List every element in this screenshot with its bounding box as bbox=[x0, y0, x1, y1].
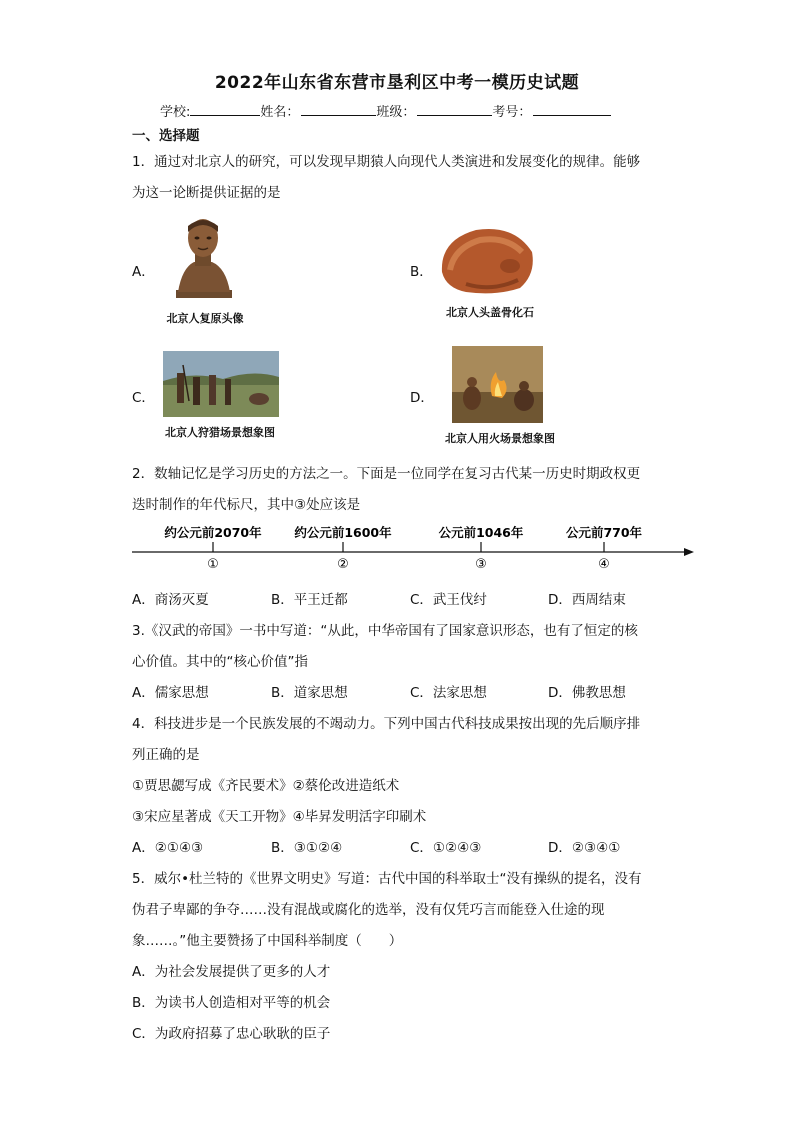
q1-option-b-letter: B． bbox=[410, 264, 433, 280]
page-title: 2022年山东省东营市垦利区中考一模历史试题 bbox=[214, 73, 580, 93]
q4-option-d: D．②③④① bbox=[548, 840, 621, 856]
q1-option-c-letter: C． bbox=[132, 390, 155, 406]
q1-option-d-letter: D． bbox=[410, 390, 434, 406]
exam-no-blank bbox=[533, 101, 611, 116]
q5-stem-line3: 象……。”他主要赞扬了中国科举制度（ ） bbox=[132, 933, 403, 949]
q3-option-c: C．法家思想 bbox=[410, 685, 487, 701]
school-label: 学校: bbox=[160, 105, 191, 120]
q1-option-c-caption: 北京人狩猎场景想象图 bbox=[165, 426, 275, 439]
q2-stem-line1: 2．数轴记忆是学习历史的方法之一。下面是一位同学在复习古代某一历史时期政权更 bbox=[132, 466, 641, 482]
q1-option-d-caption: 北京人用火场景想象图 bbox=[445, 432, 555, 445]
q2-option-b: B．平王迁都 bbox=[271, 592, 348, 608]
fire-scene-image bbox=[452, 346, 543, 423]
timeline-label: 约公元前2070年 bbox=[164, 525, 262, 540]
section-heading: 一、选择题 bbox=[132, 128, 200, 144]
q5-option-c: C．为政府招募了忠心耿耿的臣子 bbox=[132, 1026, 331, 1042]
timeline-marker: ① bbox=[207, 557, 219, 572]
q4-items-line1: ①贾思勰写成《齐民要术》②蔡伦改进造纸术 bbox=[132, 778, 400, 794]
q3-option-d: D．佛教思想 bbox=[548, 685, 626, 701]
q5-option-a: A．为社会发展提供了更多的人才 bbox=[132, 964, 331, 980]
q2-option-a: A．商汤灭夏 bbox=[132, 592, 209, 608]
timeline-label: 公元前770年 bbox=[565, 525, 643, 540]
class-label: 班级： bbox=[376, 105, 416, 120]
q5-stem-line2: 伪君子卑鄙的争夺……没有混战或腐化的选举，没有仅凭巧言而能登入仕途的现 bbox=[132, 902, 605, 918]
q5-option-b: B．为读书人创造相对平等的机会 bbox=[132, 995, 331, 1011]
school-blank bbox=[190, 101, 260, 116]
timeline bbox=[130, 520, 696, 572]
q2-stem-line2: 迭时制作的年代标尺，其中③处应该是 bbox=[132, 497, 361, 513]
student-info-line bbox=[160, 101, 611, 120]
q3-stem-line1: 3.《汉武的帝国》一书中写道：“从此，中华帝国有了国家意识形态，也有了恒定的核 bbox=[132, 623, 638, 639]
q3-option-b: B．道家思想 bbox=[271, 685, 348, 701]
q3-option-a: A．儒家思想 bbox=[132, 685, 209, 701]
timeline-label: 约公元前1600年 bbox=[294, 525, 392, 540]
timeline-marker: ③ bbox=[475, 557, 487, 572]
name-label: 姓名： bbox=[260, 105, 300, 120]
class-blank bbox=[417, 101, 492, 116]
timeline-marker: ② bbox=[337, 557, 349, 572]
bust-image bbox=[168, 212, 238, 300]
q4-option-c: C．①②④③ bbox=[410, 840, 482, 856]
q1-stem-line1: 1．通过对北京人的研究，可以发现早期猿人向现代人类演进和发展变化的规律。能够 bbox=[132, 154, 641, 170]
skull-image bbox=[436, 222, 538, 298]
q1-option-a-letter: A． bbox=[132, 264, 155, 280]
q3-stem-line2: 心价值。其中的“核心价值”指 bbox=[132, 654, 308, 670]
timeline-arrow bbox=[684, 548, 694, 556]
q4-option-a: A．②①④③ bbox=[132, 840, 204, 856]
name-blank bbox=[301, 101, 376, 116]
hunting-scene-image bbox=[163, 351, 279, 417]
q4-option-b: B．③①②④ bbox=[271, 840, 343, 856]
q4-stem-line1: 4．科技进步是一个民族发展的不竭动力。下列中国古代科技成果按出现的先后顺序排 bbox=[132, 716, 641, 732]
q2-option-d: D．西周结束 bbox=[548, 592, 626, 608]
q1-option-b-caption: 北京人头盖骨化石 bbox=[446, 306, 534, 319]
q1-option-a-caption: 北京人复原头像 bbox=[166, 312, 244, 325]
q2-option-c: C．武王伐纣 bbox=[410, 592, 487, 608]
q1-stem-line2: 为这一论断提供证据的是 bbox=[132, 185, 281, 201]
q4-items-line2: ③宋应星著成《天工开物》④毕昇发明活字印刷术 bbox=[132, 809, 427, 825]
q4-stem-line2: 列正确的是 bbox=[132, 747, 200, 763]
exam-no-label: 考号： bbox=[492, 105, 532, 120]
timeline-marker: ④ bbox=[598, 557, 610, 572]
q5-stem-line1: 5．威尔•杜兰特的《世界文明史》写道：古代中国的科举取士“没有操纵的提名，没有 bbox=[132, 871, 642, 887]
timeline-label: 公元前1046年 bbox=[438, 525, 524, 540]
